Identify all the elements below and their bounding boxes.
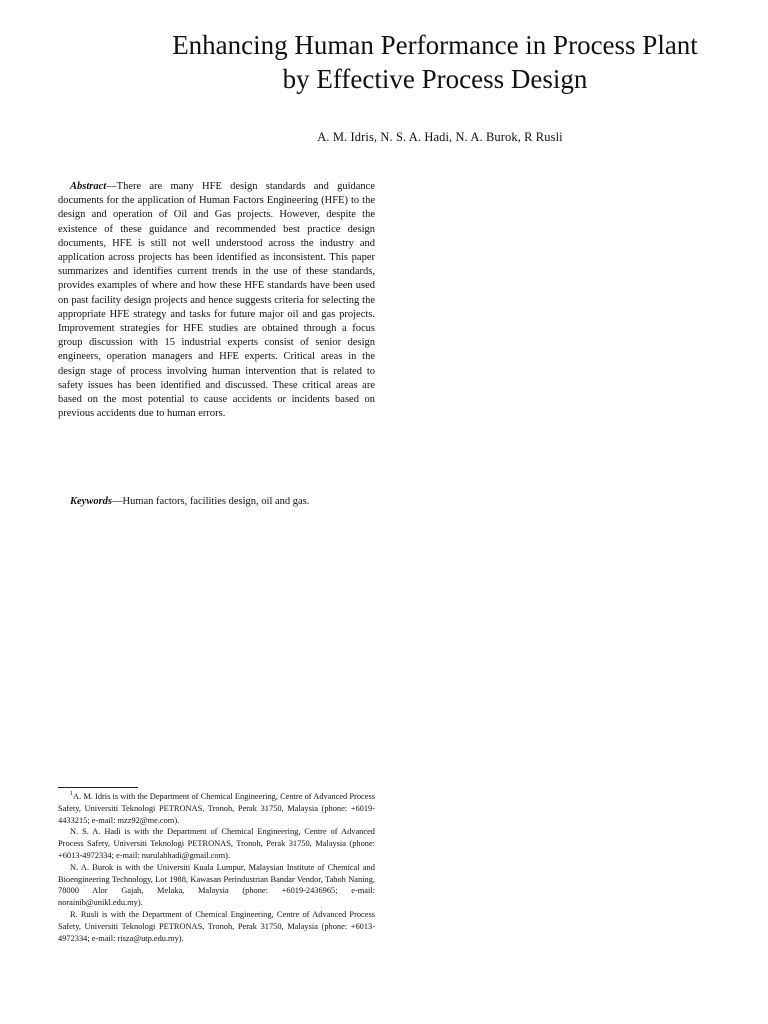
paper-title <box>110 28 760 96</box>
footnote-affiliation: N. A. Burok is with the Universiti Kuala Lumpur, Malaysian Institute of Chemical and Bioengineering Technology, Lot 1988, Kawasan Perindustrian Bandar Vendor, Taboh Naning, 78000 Alor Gajah, Melaka, Malaysia (phone: +6019-2436965; e-mail: norainib@unikl.edu.my). <box>58 862 375 908</box>
paper-title-line-1: Enhancing Human Performance in Process Plant <box>172 30 698 60</box>
paper-title-line-2: by Effective Process Design <box>282 64 588 94</box>
footnotes <box>58 791 375 944</box>
footnote-marker: 1 <box>70 791 73 798</box>
footnote-affiliation: R. Rusli is with the Department of Chemical Engineering, Centre of Advanced Process Safety, Universiti Teknologi PETRONAS, Tronoh, Perak 31750, Malaysia (phone: +6013-4972334; e-mail: risza@utp.edu.my). <box>58 909 375 943</box>
footnote-divider <box>58 787 138 788</box>
keywords <box>58 495 375 509</box>
footnote-affiliation: N. S. A. Hadi is with the Department of Chemical Engineering, Centre of Advanced Process Safety, Universiti Teknologi PETRONAS, Tronoh, Perak 31750, Malaysia (phone: +6013-4972334; e-mail: nurulabhadi@gmail.com). <box>58 827 375 860</box>
footnote-affiliation: $^1$A. M. Idris is with the Department of Chemical Engineering, Centre of Advanced Process Safety, Universiti Teknologi PETRONAS, Tronoh, Perak 31750, Malaysia (phone: +6019-4433215; e-mail: mzz92@me.com). <box>58 791 375 825</box>
abstract-text: —There are many HFE design standards and guidance documents for the application of Human Factors Engineering (HFE) to the design and operation of Oil and Gas projects. However, despite the existence of these guidance and recommended best practice design documents, HFE is still not well understood across the industry and application across projects has been identified as inconsistent. This paper summarizes and identifies current trends in the use of these standards, provides examples of where and how these HFE standards have been used on past facility design projects and hence suggests criteria for selecting the appropriate HFE strategy and tasks for future major oil and gas projects. Improvement strategies for HFE studies are obtained through a focus group discussion with 15 industrial experts consist of senior design engineers, operation managers and HFE experts. Critical areas in the design stage of process involving human intervention that is related to safety issues has been identified and discussed. These critical areas are based on the most potential to cause accidents or incidents based on previous accidents due to human errors. <box>58 181 375 420</box>
abstract <box>58 180 375 421</box>
keywords-text: —Human factors, facilities design, oil and gas. <box>112 496 310 507</box>
abstract-label: Abstract <box>70 181 107 192</box>
author-list: A. M. Idris, N. S. A. Hadi, N. A. Burok, R Rusli <box>317 130 563 144</box>
keywords-label: Keywords <box>70 496 112 507</box>
